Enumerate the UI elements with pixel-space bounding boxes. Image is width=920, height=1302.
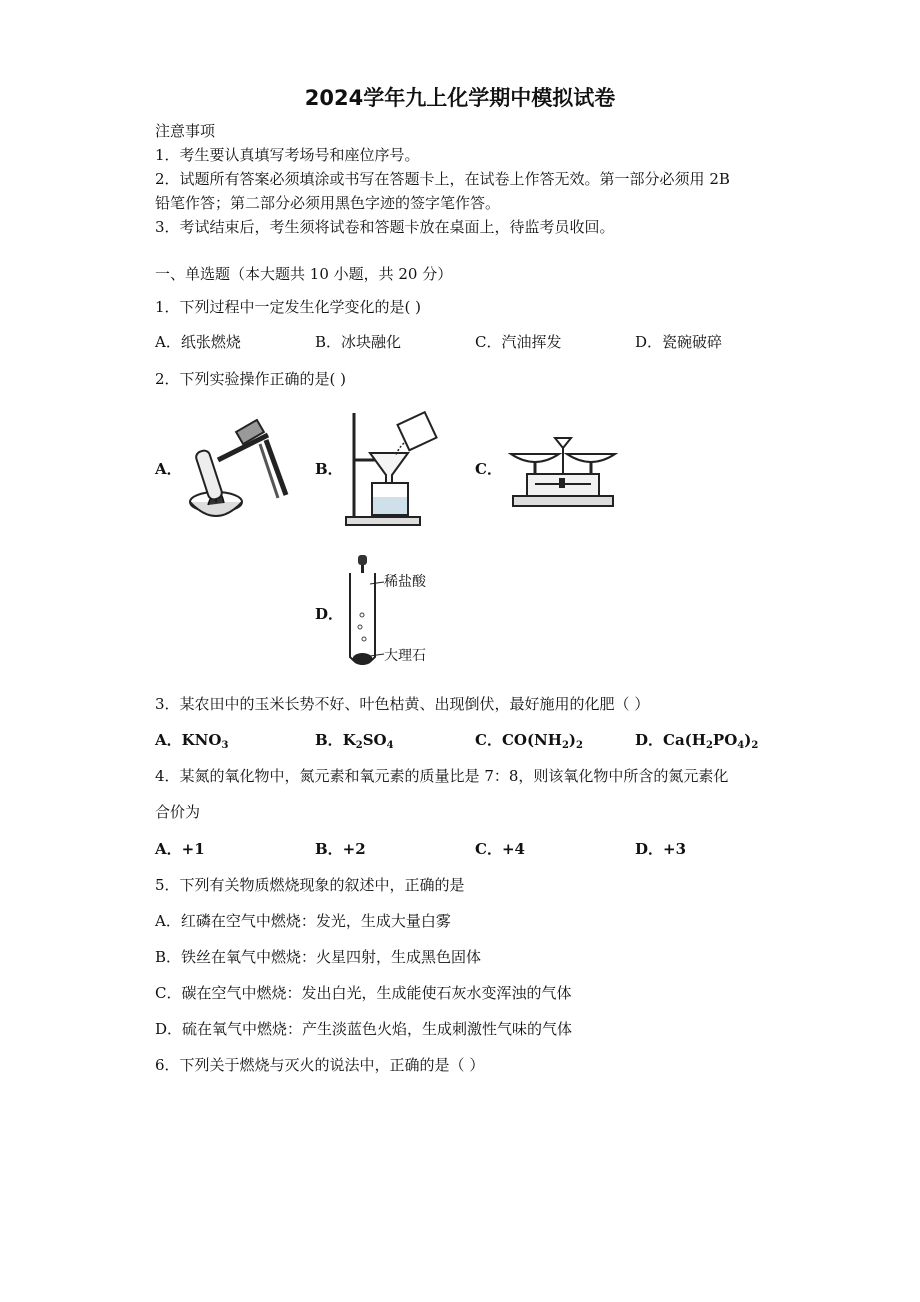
question-6-stem: 6．下列关于燃烧与灭火的说法中，正确的是（ ） xyxy=(155,1056,485,1074)
notice-item: 1．考生要认真填写考场号和座位序号。 xyxy=(155,146,420,164)
q5-option-a: A．红磷在空气中燃烧：发光，生成大量白雾 xyxy=(155,912,451,930)
q2-label-d: D． xyxy=(315,605,344,623)
q3-option-a: A．$KNO_3$ xyxy=(155,731,229,751)
q1-option-a: A．纸张燃烧 xyxy=(155,333,241,351)
question-2-stem: 2．下列实验操作正确的是( ) xyxy=(155,370,347,388)
q4-option-a: A．+1 xyxy=(155,840,205,858)
q2-label-b: B． xyxy=(315,460,343,478)
notice-heading: 注意事项 xyxy=(155,122,216,140)
section-heading: 一、单选题（本大题共 10 小题，共 20 分） xyxy=(155,265,453,283)
notice-item: 铅笔作答；第二部分必须用黑色字迹的签字笔作答。 xyxy=(155,194,501,212)
q5-option-b: B．铁丝在氧气中燃烧：火星四射，生成黑色固体 xyxy=(155,948,482,966)
q4-option-b: B．+2 xyxy=(315,840,366,858)
q2-figure-a-heating-tube-icon xyxy=(178,410,298,525)
q2-figure-c-balance-icon xyxy=(505,430,620,512)
question-1-stem: 1．下列过程中一定发生化学变化的是( ) xyxy=(155,298,422,316)
q5-option-c: C．碳在空气中燃烧：发出白光，生成能使石灰水变浑浊的气体 xyxy=(155,984,572,1002)
q1-option-d: D．瓷碗破碎 xyxy=(635,333,723,351)
q2-d-pointer-lines xyxy=(370,578,386,658)
notice-item: 2．试题所有答案必须填涂或书写在答题卡上，在试卷上作答无效。第一部分必须用 2B xyxy=(155,170,730,188)
question-4-stem: 4．某氮的氧化物中，氮元素和氧元素的质量比是 7：8，则该氧化物中所含的氮元素化 xyxy=(155,767,729,785)
q2-label-a: A． xyxy=(155,460,182,478)
q1-option-c: C．汽油挥发 xyxy=(475,333,562,351)
q2-figure-b-filtration-icon xyxy=(342,405,452,527)
q2-label-c: C． xyxy=(475,460,502,478)
question-4-stem-cont: 合价为 xyxy=(155,803,201,821)
q3-option-b: B．$K_2SO_4$ xyxy=(315,731,394,751)
q5-option-d: D．硫在氧气中燃烧：产生淡蓝色火焰，生成刺激性气味的气体 xyxy=(155,1020,573,1038)
question-5-stem: 5．下列有关物质燃烧现象的叙述中，正确的是 xyxy=(155,876,465,894)
notice-item: 3．考试结束后，考生须将试卷和答题卡放在桌面上，待监考员收回。 xyxy=(155,218,615,236)
question-3-stem: 3．某农田中的玉米长势不好、叶色枯黄、出现倒伏，最好施用的化肥（ ） xyxy=(155,695,650,713)
q4-option-c: C．+4 xyxy=(475,840,525,858)
q4-option-d: D．+3 xyxy=(635,840,687,858)
q1-option-b: B．冰块融化 xyxy=(315,333,402,351)
page-title: 2024学年九上化学期中模拟试卷 xyxy=(304,86,616,110)
q3-option-c: C．$CO(NH_2)_2$ xyxy=(475,731,583,751)
q2-d-label-marble: 大理石 xyxy=(384,648,426,664)
q3-option-d: D．$Ca(H_2PO_4)_2$ xyxy=(635,731,759,751)
q2-d-label-acid: 稀盐酸 xyxy=(384,574,426,590)
